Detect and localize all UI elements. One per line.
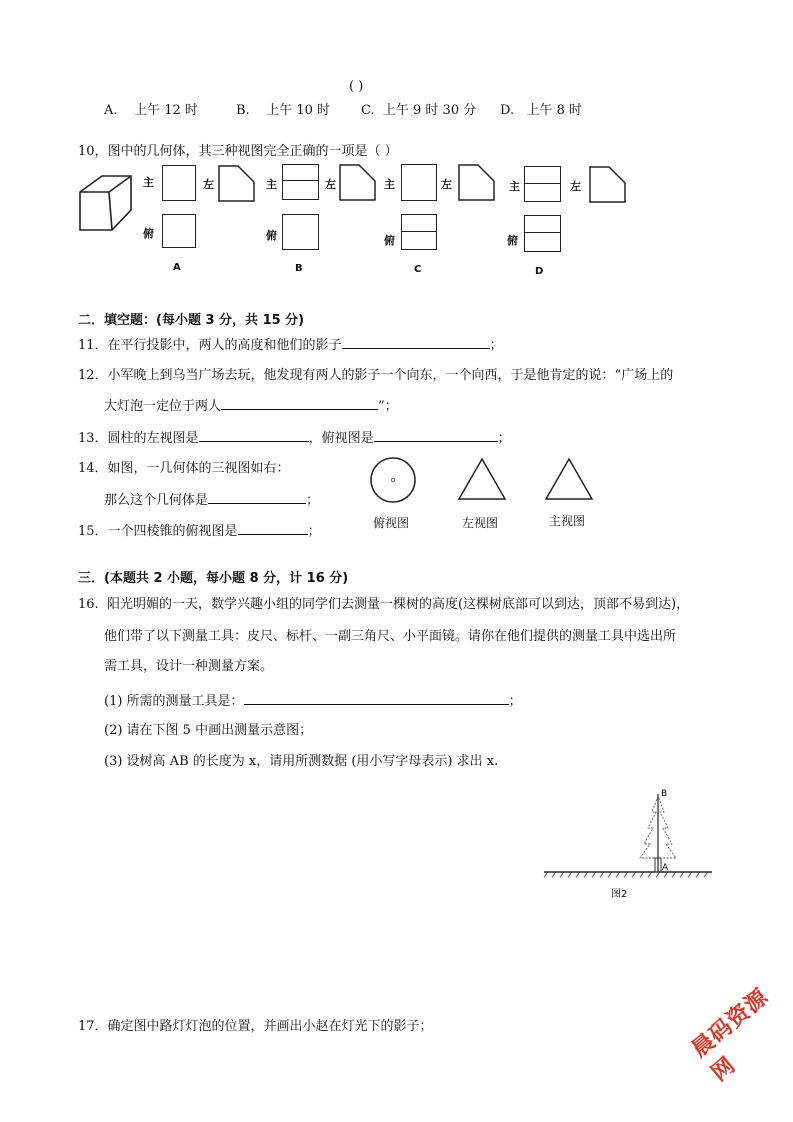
front-view-label: 主 (384, 178, 395, 191)
question-15: 15．一个四棱锥的俯视图是 ； (78, 524, 321, 539)
option-label-b: B (295, 263, 303, 274)
question-14-line-2: 那么这个几何体是 ； (104, 493, 320, 508)
q9-option-d: D. 上午 8 时 (500, 103, 583, 118)
question-14-line-1: 14．如图，一几何体的三视图如右： (78, 461, 290, 476)
top-view-box (282, 214, 319, 250)
left-view-label: 左 (203, 178, 214, 191)
left-view-shape (458, 164, 496, 202)
top-view-label: 俯 (507, 234, 518, 247)
question-17: 17．确定图中路灯灯泡的位置，并画出小赵在灯光下的影子； (78, 1019, 433, 1034)
left-view-shape (339, 164, 377, 202)
top-view-box (401, 214, 437, 250)
left-view-triangle-figure (456, 457, 508, 503)
front-view-caption: 主视图 (549, 514, 586, 528)
tree-figure-caption: 图2 (611, 889, 628, 900)
question-16-line-2: 他们带了以下测量工具：皮尺、标杆、一副三角尺、小平面镜。请你在他们提供的测量工具中选出所 (104, 629, 677, 644)
question-12-line-1: 12．小军晚上到乌当广场去玩，他发现有两人的影子一个向东，一个向西，于是他肯定的说：“广场上的 (78, 368, 674, 383)
question-16-sub-2: (2) 请在下图 5 中画出测量示意图； (104, 723, 313, 738)
front-view-label: 主 (266, 178, 277, 191)
top-view-label: 俯 (384, 234, 395, 247)
front-view-box (282, 164, 319, 200)
top-view-box (524, 215, 561, 252)
question-16-line-1: 16. 阳光明媚的一天，数学兴趣小组的同学们去测量一棵树的高度(这棵树底部可以到达，顶部不易到达)， (78, 597, 690, 612)
q9-answer-paren: ( ) (349, 79, 364, 94)
left-view-caption: 左视图 (462, 516, 499, 530)
q9-option-a: A. 上午 12 时 (104, 103, 198, 118)
tree-figure (540, 782, 720, 900)
section-2-title: 二．填空题：(每小题 3 分，共 15 分) (78, 313, 305, 328)
left-view-label: 左 (325, 178, 336, 191)
tree-bottom-label: A (662, 863, 669, 873)
left-view-label: 左 (570, 180, 581, 193)
question-16-sub-3: (3) 设树高 AB 的长度为 x，请用所测数据 (用小写字母表示) 求出 x. (104, 754, 499, 769)
question-12-line-2: 大灯泡一定位于两人 ”； (104, 399, 398, 414)
front-view-triangle-figure (543, 457, 595, 503)
question-16-line-3: 需工具，设计一种测量方案。 (104, 659, 274, 674)
front-view-label: 主 (509, 180, 520, 193)
watermark: 晨码资源网 (687, 984, 774, 1087)
section-3-title: 三．(本题共 2 小题，每小题 8 分，计 16 分) (78, 571, 349, 586)
left-view-shape (589, 166, 627, 204)
question-11: 11．在平行投影中，两人的高度和他们的影子 ； (78, 338, 503, 353)
top-view-box (162, 214, 196, 248)
top-view-caption: 俯视图 (373, 516, 410, 530)
geometric-solid-figure (78, 172, 138, 242)
tree-top-label: B (661, 789, 668, 799)
option-label-d: D (535, 266, 544, 277)
top-view-circle-figure (368, 455, 418, 505)
question-16-sub-1: (1) 所需的测量工具是： ； (104, 694, 522, 709)
option-label-c: C (414, 264, 422, 275)
option-label-a: A (173, 262, 181, 273)
front-view-box (401, 164, 437, 201)
top-view-label: 俯 (266, 229, 277, 242)
top-view-label: 俯 (143, 227, 154, 240)
left-view-shape (218, 165, 256, 203)
q9-option-c: C. 上午 9 时 30 分 (361, 103, 477, 118)
q9-option-b: B. 上午 10 时 (236, 103, 331, 118)
question-13: 13．圆柱的左视图是 ，俯视图是 ； (78, 431, 511, 446)
front-view-label: 主 (143, 176, 154, 189)
left-view-label: 左 (441, 178, 452, 191)
front-view-box (524, 166, 561, 202)
front-view-box (162, 165, 196, 201)
q10-text: 10，图中的几何体，其三种视图完全正确的一项是（ ） (78, 144, 398, 159)
